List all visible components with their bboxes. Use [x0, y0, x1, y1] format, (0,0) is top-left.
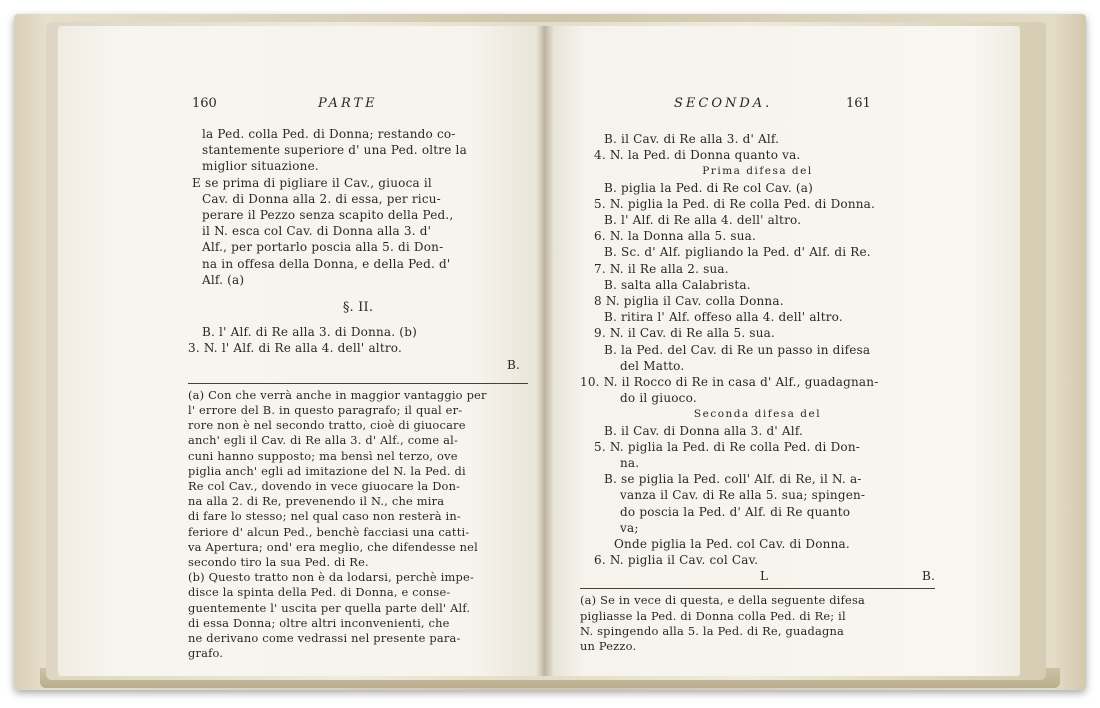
text-line: miglior situazione.: [202, 159, 319, 174]
right-running-head: SECONDA.: [674, 96, 773, 111]
text-line: Alf. (a): [202, 272, 245, 287]
text-line: Alf., per portarlo poscia alla 5. di Don-: [202, 240, 444, 255]
note-line: secondo tiro la sua Ped. di Re.: [188, 555, 369, 570]
text-line: il N. esca col Cav. di Donna alla 3. d': [202, 224, 432, 239]
catchword-row: [580, 568, 935, 584]
subheading: Prima difesa del: [702, 165, 813, 178]
move-line: 6. N. piglia il Cav. col Cav.: [594, 553, 759, 568]
move-line: vanza il Cav. di Re alla 5. sua; spingen-: [620, 488, 866, 503]
note-line: (b) Questo tratto non è da lodarsi, perchè impe-: [188, 570, 475, 585]
move-line: 6. N. la Donna alla 5. sua.: [594, 229, 757, 244]
note-line: l' errore del B. in questo paragrafo; il qual er-: [188, 403, 463, 418]
right-page-number: 161: [846, 96, 871, 111]
note-line: un Pezzo.: [580, 639, 637, 654]
move-line: B. Sc. d' Alf. pigliando la Ped. d' Alf. di Re.: [604, 245, 871, 260]
move-line: B. l' Alf. di Re alla 3. di Donna. (b): [202, 325, 417, 340]
move-line: 8 N. piglia il Cav. colla Donna.: [594, 294, 784, 309]
move-line: 10. N. il Rocco di Re in casa d' Alf., guadagnan-: [580, 375, 879, 390]
text-line: E se prima di pigliare il Cav., giuoca il: [192, 175, 432, 190]
text-line: la Ped. colla Ped. di Donna; restando co-: [202, 127, 456, 141]
note-line: (a) Con che verrà anche in maggior vantaggio per: [188, 387, 487, 402]
note-line: pigliasse la Ped. di Donna colla Ped. di Re; il: [580, 608, 846, 623]
text-line: Cav. di Donna alla 2. di essa, per ricu-: [202, 191, 441, 206]
move-line: B. il Cav. di Donna alla 3. d' Alf.: [604, 423, 804, 438]
footnote-rule: [188, 383, 528, 384]
signature-mark: L: [760, 569, 769, 584]
footnotes: [188, 388, 528, 662]
note-line: feriore d' alcun Ped., benchè facciasi una catti-: [188, 524, 470, 539]
right-page: [546, 26, 1020, 676]
move-line: B. salta alla Calabrista.: [604, 277, 751, 292]
move-line: na.: [620, 456, 640, 471]
note-line: di fare lo stesso; nel qual caso non resterà in-: [188, 509, 461, 524]
footnotes: [580, 593, 935, 654]
catchword: B.: [921, 569, 935, 584]
left-page-body: [188, 126, 528, 662]
section-title: §. II.: [342, 300, 374, 316]
move-line: 5. N. piglia la Ped. di Re colla Ped. di Don-: [594, 439, 861, 454]
move-line: 3. N. l' Alf. di Re alla 4. dell' altro.: [188, 341, 403, 356]
left-page-number: 160: [192, 96, 217, 111]
move-line: do il giuoco.: [620, 391, 697, 406]
note-line: grafo.: [188, 646, 224, 661]
footnote-rule: [580, 588, 935, 589]
note-line: va Apertura; ond' era meglio, che difendesse nel: [188, 539, 478, 554]
catchword: B.: [506, 357, 520, 372]
move-line: B. la Ped. del Cav. di Re un passo in difesa: [604, 342, 871, 357]
right-page-body: [580, 131, 935, 654]
move-line: B. se piglia la Ped. coll' Alf. di Re, il N. a-: [604, 472, 862, 487]
left-page: [58, 26, 542, 676]
move-line: 5. N. piglia la Ped. di Re colla Ped. di Donna.: [594, 196, 876, 211]
move-line: 4. N. la Ped. di Donna quanto va.: [594, 148, 801, 163]
text-line: perare il Pezzo senza scapito della Ped.,: [202, 208, 454, 223]
note-line: ne derivano come vedrassi nel presente para-: [188, 631, 461, 646]
move-line: 7. N. il Re alla 2. sua.: [594, 261, 729, 276]
note-line: guentemente l' uscita per quella parte dell' Alf.: [188, 600, 471, 615]
subheading: Seconda difesa del: [693, 408, 822, 421]
move-line: B. il Cav. di Re alla 3. d' Alf.: [604, 132, 780, 146]
move-line: B. ritira l' Alf. offeso alla 4. dell' altro.: [604, 310, 843, 325]
move-line: Onde piglia la Ped. col Cav. di Donna.: [614, 537, 850, 552]
note-line: piglia anch' egli ad imitazione del N. la Ped. di: [188, 463, 466, 478]
move-line: B. l' Alf. di Re alla 4. dell' altro.: [604, 213, 802, 228]
note-line: na alla 2. di Re, prevenendo il N., che mira: [188, 494, 445, 509]
note-line: (a) Se in vece di questa, e della seguente difesa: [580, 593, 866, 608]
left-running-head: PARTE: [318, 96, 378, 111]
move-line: del Matto.: [620, 358, 685, 373]
text-line: stantemente superiore d' una Ped. oltre la: [202, 143, 467, 158]
text-line: na in offesa della Donna, e della Ped. d': [202, 256, 451, 271]
move-line: va;: [620, 520, 639, 535]
note-line: cuni hanno supposto; ma bensì nel terzo, ove: [188, 448, 458, 463]
note-line: rore non è nel secondo tratto, cioè di giuocare: [188, 418, 466, 433]
move-line: B. piglia la Ped. di Re col Cav. (a): [604, 180, 813, 195]
move-line: do poscia la Ped. d' Alf. di Re quanto: [620, 504, 851, 519]
note-line: di essa Donna; oltre altri inconvenienti, che: [188, 615, 450, 630]
note-line: disce la spinta della Ped. di Donna, e conse-: [188, 585, 451, 600]
move-line: 9. N. il Cav. di Re alla 5. sua.: [594, 326, 776, 341]
book-gutter: [536, 26, 554, 676]
note-line: N. spingendo alla 5. la Ped. di Re, guadagna: [580, 623, 845, 638]
note-line: Re col Cav., dovendo in vece giuocare la Don-: [188, 479, 461, 494]
note-line: anch' egli il Cav. di Re alla 3. d' Alf., come al-: [188, 433, 459, 448]
